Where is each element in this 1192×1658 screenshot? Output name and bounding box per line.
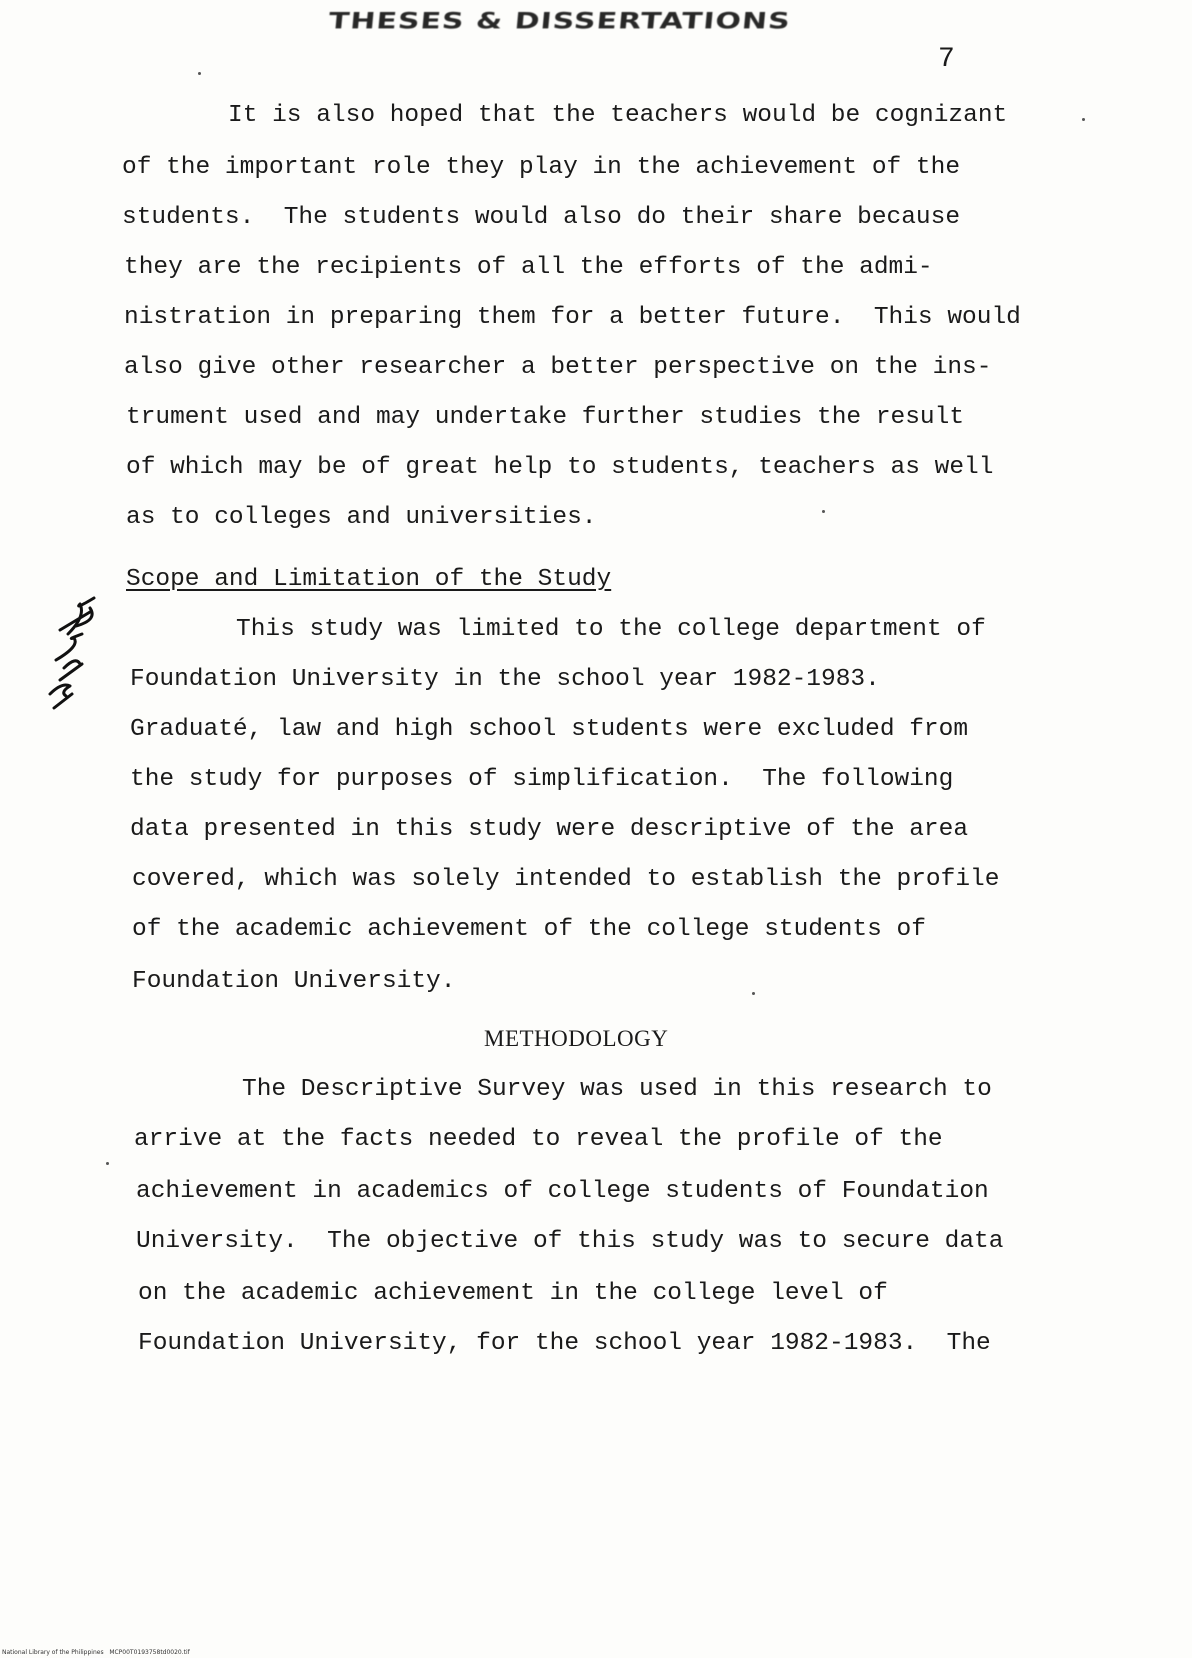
text-line: Graduaté, law and high school students were excluded from (130, 716, 969, 743)
text-line: nistration in preparing them for a better future. This would (124, 304, 1021, 331)
scan-speck (1082, 118, 1085, 121)
text-line: University. The objective of this study was to secure data (136, 1228, 1004, 1255)
text-line: achievement in academics of college students of Foundation (136, 1178, 989, 1205)
scan-speck (752, 992, 755, 995)
text-line: Foundation University in the school year 1982-1983. (130, 666, 880, 693)
text-line: covered, which was solely intended to establish the profile (132, 866, 1000, 893)
text-line: they are the recipients of all the efforts of the admi- (124, 254, 933, 281)
scan-speck (198, 72, 201, 75)
library-credit: National Library of the Philippines (2, 1649, 104, 1656)
text-line: also give other researcher a better perspective on the ins- (124, 354, 992, 381)
section-heading: Scope and Limitation of the Study (126, 566, 612, 593)
scan-footer (2, 1649, 190, 1656)
text-line: arrive at the facts needed to reveal the profile of the (134, 1126, 943, 1153)
text-line: It is also hoped that the teachers would be cognizant (228, 102, 1008, 129)
text-line: the study for purposes of simplification. The following (130, 766, 954, 793)
handwritten-annotation (20, 590, 120, 710)
scan-speck (822, 510, 825, 513)
text-line: Foundation University. (132, 968, 456, 995)
text-line: Foundation University, for the school year 1982-1983. The (138, 1330, 991, 1357)
text-line: as to colleges and universities. (126, 504, 597, 531)
page-number: 7 (938, 44, 955, 75)
text-line: students. The students would also do their share because (122, 204, 961, 231)
text-line: trument used and may undertake further studies the result (126, 404, 965, 431)
scan-speck (106, 1162, 109, 1165)
text-line: of the academic achievement of the college students of (132, 916, 926, 943)
methodology-title: METHODOLOGY (484, 1026, 669, 1051)
text-line: of the important role they play in the achievement of the (122, 154, 961, 181)
file-identifier: MCP00T0193758td0020.tif (109, 1649, 190, 1656)
text-line: on the academic achievement in the college level of (138, 1280, 888, 1307)
text-line: data presented in this study were descriptive of the area (130, 816, 969, 843)
text-line: of which may be of great help to students, teachers as well (126, 454, 994, 481)
text-line: The Descriptive Survey was used in this research to (242, 1076, 992, 1103)
text-line: This study was limited to the college department of (236, 616, 986, 643)
theses-dissertations-stamp: THESES & DISSERTATIONS (327, 8, 792, 35)
